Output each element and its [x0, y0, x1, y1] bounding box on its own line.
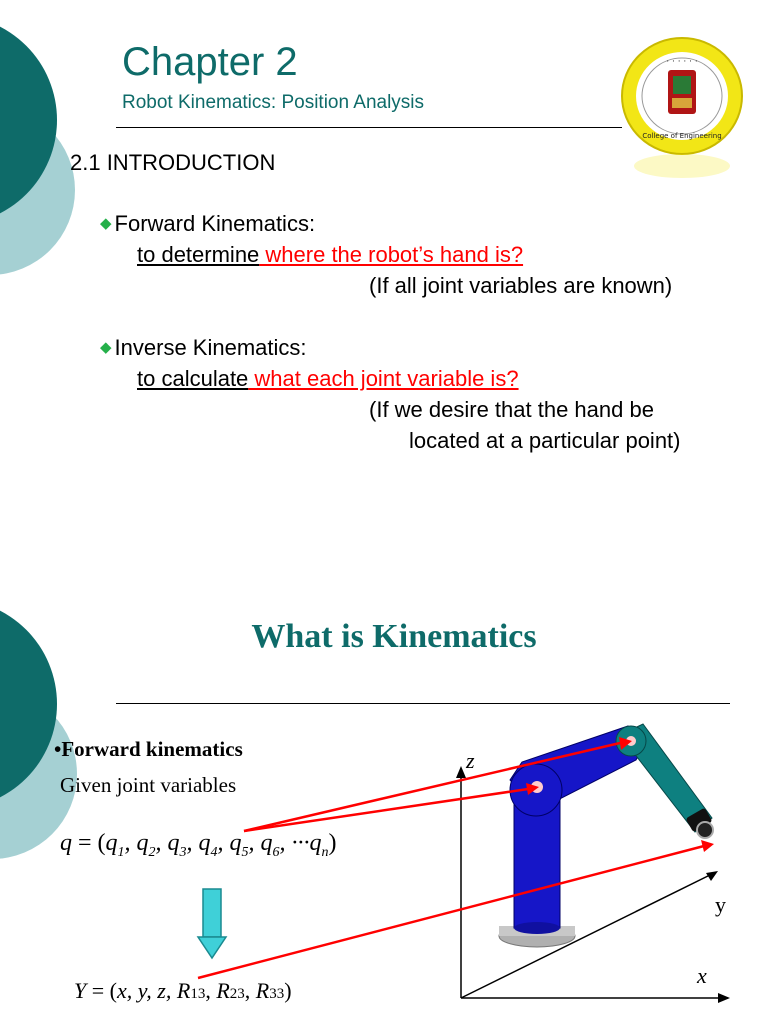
- y-vars: x, y, z,: [116, 978, 172, 1003]
- q-subscript: 2: [148, 844, 156, 860]
- chapter-title: Chapter 2: [122, 40, 298, 84]
- given-text: Given joint variables: [60, 773, 237, 797]
- r33-subscript: 33: [269, 986, 285, 1002]
- down-arrow-icon: [198, 889, 226, 958]
- q-subscript: 4: [210, 844, 218, 860]
- inverse-lead: to calculate: [137, 366, 249, 391]
- robot-column: [514, 800, 560, 928]
- q-subscript: 1: [117, 844, 125, 860]
- slide-title: What is Kinematics: [251, 618, 537, 655]
- q-term: , ···q: [279, 830, 322, 856]
- q-symbol: q: [60, 830, 72, 856]
- q-subscript: 3: [179, 844, 187, 860]
- r13-symbol: R: [176, 978, 191, 1003]
- y-axis-label: y: [715, 892, 726, 917]
- y-close: ): [284, 978, 292, 1003]
- q-term: , q: [155, 830, 180, 856]
- chapter-subtitle: Robot Kinematics: Position Analysis: [122, 92, 425, 113]
- q-subscript: n: [321, 844, 329, 860]
- q-term: , q: [124, 830, 149, 856]
- z-axis-label: z: [466, 748, 475, 773]
- inverse-highlight: what each joint variable is?: [248, 366, 519, 391]
- mapping-arrows: [198, 737, 714, 978]
- svg-text:College of Engineering: College of Engineering: [642, 132, 722, 140]
- q-close: ): [328, 830, 337, 856]
- y-equation: Y = (x, y, z, R13, R23, R33): [74, 978, 292, 1003]
- q-equals: = (: [72, 830, 106, 856]
- x-axis-label: x: [697, 963, 707, 988]
- y-equals: = (: [86, 978, 117, 1003]
- q-subscript: 5: [241, 844, 249, 860]
- forward-lead: to determine: [137, 242, 260, 267]
- q-term: , q: [186, 830, 211, 856]
- forward-kinematics-bullet: •Forward kinematics: [54, 737, 243, 761]
- inverse-heading: Inverse Kinematics:: [114, 335, 307, 360]
- r23-subscript: 23: [229, 986, 245, 1002]
- y-symbol: Y: [74, 978, 87, 1003]
- diamond-bullet-icon: ◆: [100, 215, 112, 232]
- inverse-condition-line2: located at a particular point): [409, 428, 681, 453]
- forward-condition: (If all joint variables are known): [369, 273, 673, 298]
- column-bottom: [514, 922, 560, 934]
- q-term: q: [105, 830, 118, 856]
- section-heading: 2.1 INTRODUCTION: [70, 150, 276, 175]
- diamond-bullet-icon: ◆: [100, 339, 112, 356]
- forward-highlight: where the robot’s hand is?: [259, 242, 524, 267]
- forward-heading: Forward Kinematics:: [114, 211, 316, 236]
- r13-subscript: 13: [190, 986, 206, 1002]
- r33-symbol: R: [255, 978, 270, 1003]
- q-subscript: 6: [272, 844, 280, 860]
- svg-text:· · · · · ·: · · · · · ·: [666, 57, 698, 67]
- r23-symbol: R: [216, 978, 230, 1003]
- q-term: , q: [248, 830, 273, 856]
- inverse-condition-line1: (If we desire that the hand be: [369, 397, 654, 422]
- q-term: , q: [217, 830, 242, 856]
